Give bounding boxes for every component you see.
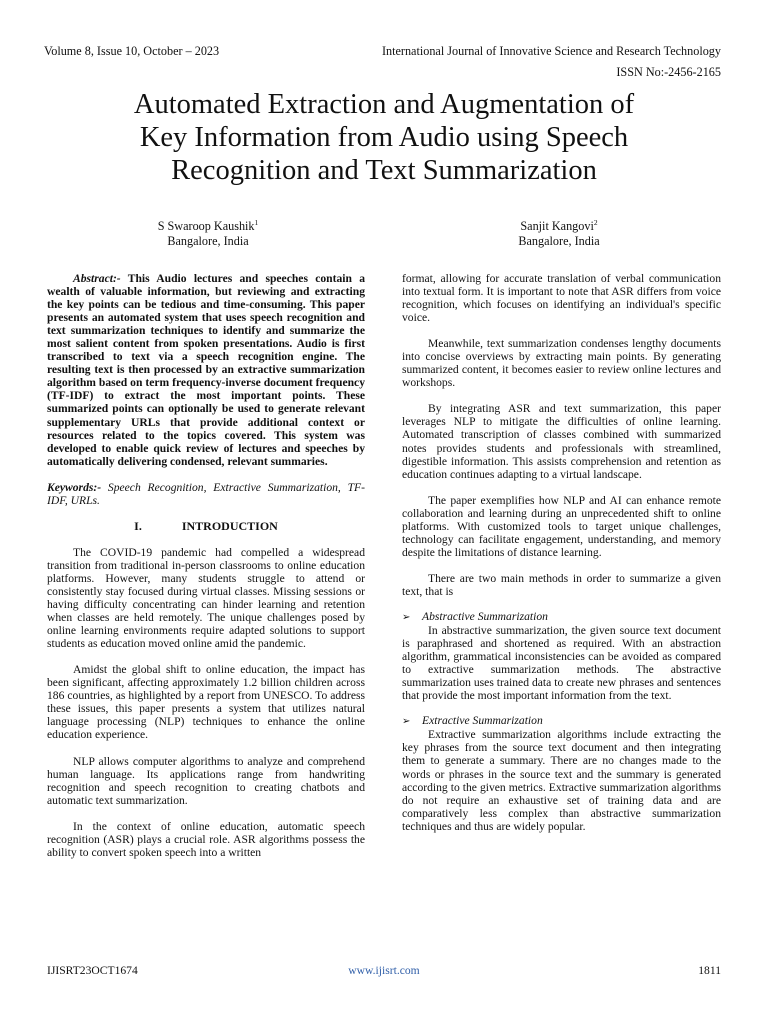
issn: ISSN No:-2456-2165 [616,65,721,79]
author-1-affiliation: Bangalore, India [167,234,249,249]
intro-paragraph-4: In the context of online education, automatic speech recognition (ASR) plays a crucial role. ASR algorithms possess the ability to convert spoken speech into a written [47,819,365,859]
right-paragraph-4: The paper exemplifies how NLP and AI can enhance remote collaboration and learning during an unprecedented shift to online platforms. With customized tools to target unique challenges, technology can facilitate engagement, understanding, and memory despite the limitations of distance learning. [402,493,721,559]
bullet-abstractive-text: In abstractive summarization, the given source text document is paraphrased and shortened as required. With an abstraction algorithm, grammatical inconsistencies can be avoided as compared to extractive summarization methods. The abstractive summarization uses trained data to create new phrases and sentences that provide the most important information from the text. [402,624,721,703]
right-column [402,272,721,833]
right-paragraph-5: There are two main methods in order to summarize a given text, that is [402,571,721,598]
right-paragraph-1: format, allowing for accurate translation of verbal communication into textual form. It is important to note that ASR differs from voice recognition, which focuses on identifying an individual's specific voice. [402,272,721,325]
title-line-1: Automated Extraction and Augmentation of [133,89,635,120]
abstract [47,272,365,468]
author-2 [459,215,659,249]
title-line-2: Key Information from Audio using Speech [139,122,629,153]
volume-info: Volume 8, Issue 10, October – 2023 [44,44,220,58]
arrow-bullet-icon: ➢ [402,611,411,623]
author-1-sup: 1 [254,218,259,227]
paper-id: IJISRT23OCT1674 [47,964,138,977]
journal-name: International Journal of Innovative Science and Research Technology [381,44,721,58]
author-1 [108,215,308,249]
section-title: INTRODUCTION [181,518,278,533]
author-2-sup: 2 [593,218,598,227]
keywords-label: Keywords:- [47,480,102,494]
bullet-extractive-text: Extractive summarization algorithms include extracting the key phrases from the source text document and then integrating them to generate a summary. There are no changes made to the words or phrases in the source text and the summary is generated according to the given metrics. Extractive summarization algorithms do not require an exhaustive set of training data and are comparatively less complex than abstractive summarization techniques and thus are widely popular. [402,728,721,833]
intro-paragraph-1: The COVID-19 pandemic had compelled a widespread transition from traditional in-person classrooms to online education platforms. However, many students struggle to attend or consistently stay focused during virtual classes. Missing sessions or having difficulty concentrating can hinder learning and retention when classes are held remotely. The unique challenges posed by online learning environments require adapted solutions to support students as education moved online amid the pandemic. [47,545,365,651]
bullet-extractive-title: ➢ Extractive Summarization [402,714,543,728]
section-heading-introduction [47,520,365,533]
keywords [47,481,365,507]
left-column [47,272,365,859]
right-paragraph-2: Meanwhile, text summarization condenses lengthy documents into concise overviews by extracting main points. By generating summarized content, it becomes easier to review online lectures and workshops. [402,337,721,390]
page-number: 1811 [698,964,721,977]
author-1-name: S Swaroop Kaushik [157,219,255,234]
abstract-text: This Audio lectures and speeches contain a wealth of valuable information, but reviewing and extracting the key points can be tedious and time-consuming. This paper presents an automated system that uses speech recognition and text summarization techniques to identify and summarize the most salient content from spoken presentations. Audio is first transcribed to text via a speech recognition engine. The resulting text is then processed by an extractive summarization algorithm based on term frequency-inverse document frequency (TF-IDF) to extract the most important points. These summarized points can optionally be used to generate relevant supplementary URLs that provide additional context or resources related to the topics covered. This system was developed to enable quick review of lectures and speeches by automatically delivering condensed, relevant summaries. [47,272,365,468]
intro-paragraph-3: NLP allows computer algorithms to analyze and comprehend human language. Its applications range from handwriting recognition and speech recognition to creating chatbots and automatic text summarization. [47,754,365,807]
author-2-name: Sanjit Kangovi [520,219,594,234]
website-link[interactable] [0,964,768,977]
arrow-bullet-icon: ➢ [402,716,411,728]
abstract-label: Abstract:- [73,272,121,285]
paper-title [0,88,768,187]
bullet-abstractive-title: ➢ Abstractive Summarization [402,609,548,623]
title-line-3: Recognition and Text Summarization [171,155,597,186]
keywords-text: Speech Recognition, Extractive Summarization, TF-IDF, URLs. [47,480,366,507]
section-number: I. [134,518,142,533]
author-2-affiliation: Bangalore, India [518,234,600,249]
intro-paragraph-2: Amidst the global shift to online education, the impact has been significant, affecting approximately 1.2 billion children across 186 countries, as highlighted by a report from UNESCO. To address these issues, this paper presents a system that utilizes natural language processing (NLP) techniques to enhance the online education experience. [47,663,365,742]
right-paragraph-3: By integrating ASR and text summarization, this paper leverages NLP to mitigate the difficulties of online learning. Automated transcription of classes combined with summarized notes provides students and professionals with streamlined, digestible information. This assists comprehension and retention as education continues adapting to a virtual landscape. [402,402,721,481]
website-link-text[interactable]: www.ijisrt.com [348,964,420,977]
